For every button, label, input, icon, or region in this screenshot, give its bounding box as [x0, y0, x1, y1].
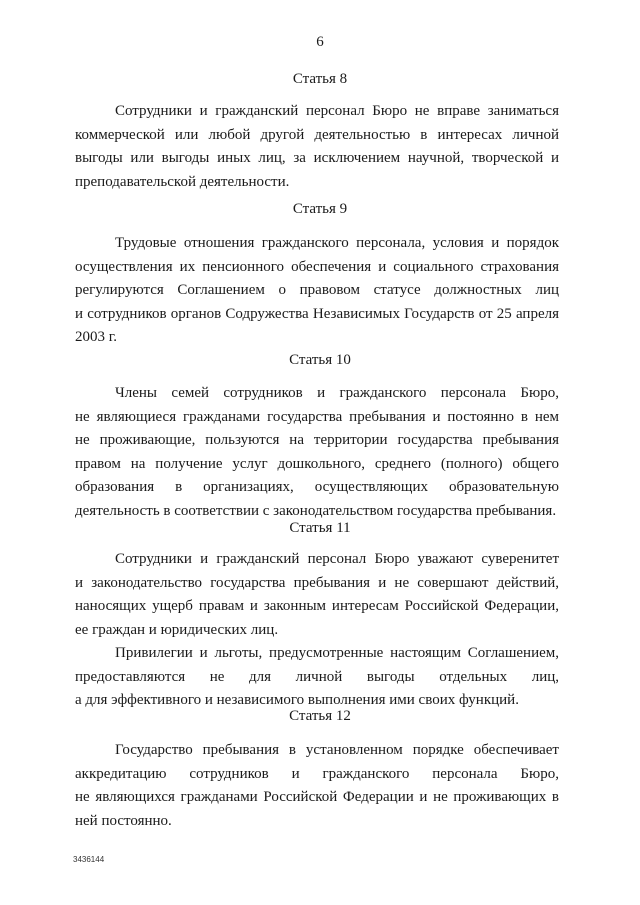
article-12-paragraph-1 — [75, 739, 559, 833]
text-line: Сотрудники и гражданский персонал Бюро уважают суверенитет — [115, 551, 559, 567]
text-line: правом на получение услуг дошкольного, среднего (полного) общего — [75, 455, 559, 472]
text-line: Государство пребывания в установленном порядке обеспечивает — [115, 742, 559, 758]
text-line: не являющихся гражданами Российской Федерации и не проживающих в — [75, 789, 559, 805]
text-line: не являющиеся гражданами государства пребывания и постоянно в нем — [75, 408, 559, 425]
article-10-paragraph-1 — [75, 382, 559, 523]
text-line: образования в организациях, осуществляющих образовательную — [75, 479, 559, 495]
text-line: 2003 г. — [75, 329, 117, 345]
text-line: осуществления их пенсионного обеспечения и социального страхования — [75, 258, 559, 275]
article-11-heading: Статья 11 — [289, 520, 351, 536]
text-line: Сотрудники и гражданский персонал Бюро не вправе заниматься — [115, 103, 559, 119]
text-line: ней постоянно. — [75, 812, 172, 829]
text-line: Привилегии и льготы, предусмотренные настоящим Соглашением, — [115, 645, 559, 661]
text-line: регулируются Соглашением о правовом статусе должностных лиц — [75, 282, 559, 298]
text-line: коммерческой или любой другой деятельностью в интересах личной — [75, 126, 559, 143]
article-11-paragraph-1 — [75, 548, 559, 642]
text-line: деятельность в соответствии с законодательством государства пребывания. — [75, 502, 557, 519]
text-line: предоставляются не для личной выгоды отдельных лиц, — [75, 668, 559, 685]
text-line: и законодательство государства пребывания и не совершают действий, — [75, 574, 559, 591]
article-8-paragraph-1 — [75, 100, 559, 194]
article-8-heading: Статья 8 — [292, 71, 348, 87]
article-11-paragraph-2 — [75, 642, 559, 713]
text-line: преподавательской деятельности. — [75, 173, 290, 190]
text-line: Члены семей сотрудников и гражданского персонала Бюро, — [115, 385, 559, 401]
text-line: выгоды или выгоды иных лиц, за исключением научной, творческой и — [75, 150, 559, 166]
document-id: 3436144 — [73, 855, 105, 864]
text-line: наносящих ущерб правам и законным интересам Российской Федерации, — [75, 598, 559, 614]
text-line: аккредитацию сотрудников и гражданского персонала Бюро, — [75, 765, 559, 782]
article-12-heading: Статья 12 — [289, 708, 351, 724]
article-9-heading: Статья 9 — [292, 201, 348, 217]
article-10-heading: Статья 10 — [289, 352, 351, 368]
page-number: 6 — [316, 34, 324, 50]
text-line: а для эффективного и независимого выполнения ими своих функций. — [75, 692, 519, 708]
text-line: не проживающие, пользуются на территории государства пребывания — [75, 432, 559, 448]
text-line: и сотрудников органов Содружества Независимых Государств от 25 апреля — [75, 305, 559, 322]
text-line: ее граждан и юридических лиц. — [75, 621, 279, 638]
article-9-paragraph-1 — [75, 232, 559, 350]
text-line: Трудовые отношения гражданского персонала, условия и порядок — [115, 235, 559, 251]
